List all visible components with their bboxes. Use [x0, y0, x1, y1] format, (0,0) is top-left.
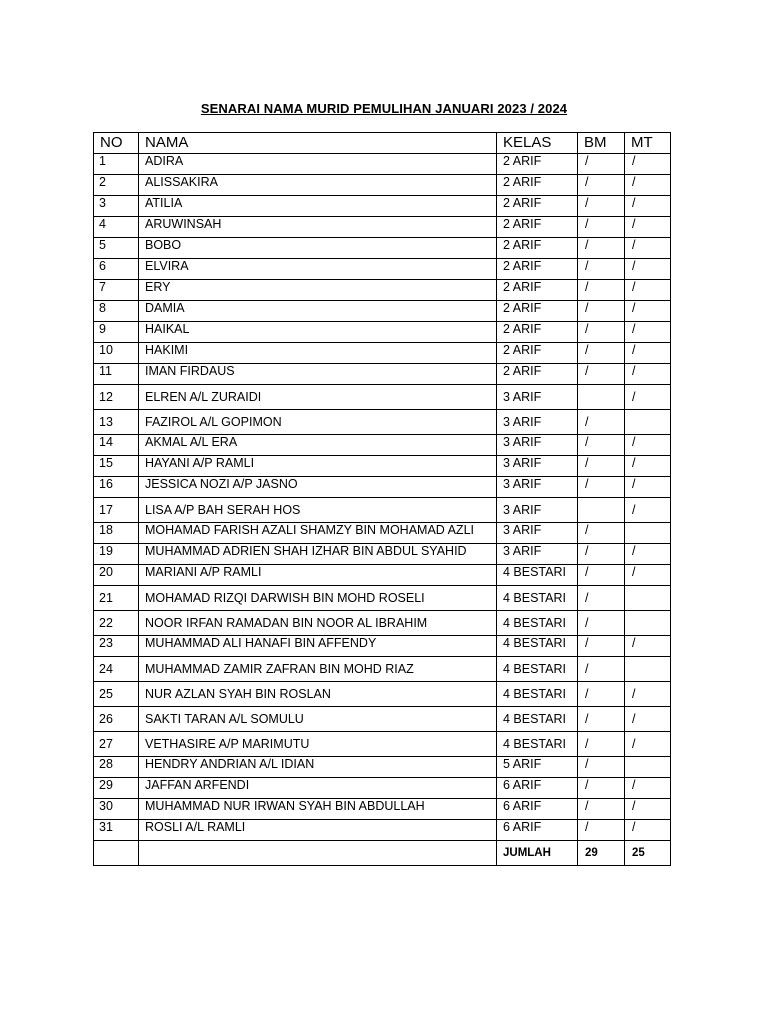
- cell-bm: /: [578, 682, 625, 707]
- table-row: [94, 301, 671, 322]
- cell-no: 20: [94, 565, 139, 586]
- cell-mt: /: [625, 778, 671, 799]
- cell-mt: [625, 657, 671, 682]
- cell-nama: MUHAMMAD ALI HANAFI BIN AFFENDY: [139, 636, 497, 657]
- cell-no: 17: [94, 498, 139, 523]
- cell-mt: /: [625, 196, 671, 217]
- cell-nama: JAFFAN ARFENDI: [139, 778, 497, 799]
- cell-bm: /: [578, 364, 625, 385]
- cell-no: 30: [94, 799, 139, 820]
- cell-kelas: 6 ARIF: [497, 778, 578, 799]
- cell-nama: NUR AZLAN SYAH BIN ROSLAN: [139, 682, 497, 707]
- cell-mt: [625, 586, 671, 611]
- cell-bm: /: [578, 636, 625, 657]
- cell-mt: /: [625, 435, 671, 456]
- table-row: [94, 477, 671, 498]
- cell-mt: /: [625, 799, 671, 820]
- cell-mt: /: [625, 565, 671, 586]
- cell-no: 13: [94, 410, 139, 435]
- cell-no: 4: [94, 217, 139, 238]
- total-row: [94, 841, 671, 866]
- table-row: [94, 820, 671, 841]
- cell-no: 18: [94, 523, 139, 544]
- table-row: [94, 498, 671, 523]
- cell-kelas: 2 ARIF: [497, 238, 578, 259]
- cell-kelas: 6 ARIF: [497, 799, 578, 820]
- cell-no: 21: [94, 586, 139, 611]
- cell-bm: /: [578, 732, 625, 757]
- table-row: [94, 636, 671, 657]
- cell-nama: ADIRA: [139, 154, 497, 175]
- cell-mt: /: [625, 385, 671, 410]
- cell-nama: FAZIROL A/L GOPIMON: [139, 410, 497, 435]
- cell-bm: /: [578, 280, 625, 301]
- cell-bm: /: [578, 586, 625, 611]
- cell-nama: IMAN FIRDAUS: [139, 364, 497, 385]
- cell-no: 15: [94, 456, 139, 477]
- cell-kelas: 3 ARIF: [497, 385, 578, 410]
- cell-bm: /: [578, 820, 625, 841]
- cell-no: 1: [94, 154, 139, 175]
- cell-bm: /: [578, 523, 625, 544]
- cell-mt: /: [625, 154, 671, 175]
- cell-kelas: 3 ARIF: [497, 523, 578, 544]
- cell-no: 14: [94, 435, 139, 456]
- total-bm: 29: [578, 841, 625, 866]
- cell-no: 9: [94, 322, 139, 343]
- cell-nama: ARUWINSAH: [139, 217, 497, 238]
- cell-kelas: 3 ARIF: [497, 435, 578, 456]
- cell-mt: /: [625, 498, 671, 523]
- cell-kelas: 3 ARIF: [497, 498, 578, 523]
- cell-mt: [625, 757, 671, 778]
- cell-mt: /: [625, 682, 671, 707]
- cell-nama: MOHAMAD RIZQI DARWISH BIN MOHD ROSELI: [139, 586, 497, 611]
- cell-kelas: 2 ARIF: [497, 343, 578, 364]
- cell-kelas: 2 ARIF: [497, 175, 578, 196]
- table-row: [94, 586, 671, 611]
- cell-bm: /: [578, 435, 625, 456]
- cell-no: 16: [94, 477, 139, 498]
- table-row: [94, 707, 671, 732]
- table-row: [94, 154, 671, 175]
- cell-mt: /: [625, 636, 671, 657]
- cell-bm: [578, 498, 625, 523]
- cell-mt: [625, 611, 671, 636]
- cell-nama: VETHASIRE A/P MARIMUTU: [139, 732, 497, 757]
- student-table: [93, 132, 671, 866]
- cell-nama: ROSLI A/L RAMLI: [139, 820, 497, 841]
- cell-kelas: 4 BESTARI: [497, 682, 578, 707]
- cell-kelas: 2 ARIF: [497, 259, 578, 280]
- cell-no: 5: [94, 238, 139, 259]
- cell-no: 3: [94, 196, 139, 217]
- table-row: [94, 364, 671, 385]
- table-body: [94, 154, 671, 841]
- cell-no: 6: [94, 259, 139, 280]
- cell-mt: /: [625, 364, 671, 385]
- table-row: [94, 410, 671, 435]
- cell-nama: DAMIA: [139, 301, 497, 322]
- table-row: [94, 778, 671, 799]
- cell-kelas: 4 BESTARI: [497, 611, 578, 636]
- table-row: [94, 259, 671, 280]
- cell-nama: ERY: [139, 280, 497, 301]
- table-row: [94, 280, 671, 301]
- cell-mt: /: [625, 456, 671, 477]
- cell-nama: JESSICA NOZI A/P JASNO: [139, 477, 497, 498]
- cell-kelas: 3 ARIF: [497, 544, 578, 565]
- cell-mt: /: [625, 322, 671, 343]
- cell-kelas: 4 BESTARI: [497, 586, 578, 611]
- cell-nama: HAYANI A/P RAMLI: [139, 456, 497, 477]
- cell-bm: /: [578, 757, 625, 778]
- cell-mt: [625, 523, 671, 544]
- table-row: [94, 175, 671, 196]
- cell-no: 25: [94, 682, 139, 707]
- cell-kelas: 2 ARIF: [497, 364, 578, 385]
- table-row: [94, 456, 671, 477]
- cell-nama: ATILIA: [139, 196, 497, 217]
- cell-bm: /: [578, 657, 625, 682]
- cell-nama: NOOR IRFAN RAMADAN BIN NOOR AL IBRAHIM: [139, 611, 497, 636]
- total-no-cell: [94, 841, 139, 866]
- cell-no: 12: [94, 385, 139, 410]
- total-name-cell: [139, 841, 497, 866]
- cell-bm: /: [578, 301, 625, 322]
- cell-nama: SAKTI TARAN A/L SOMULU: [139, 707, 497, 732]
- cell-bm: /: [578, 410, 625, 435]
- cell-mt: /: [625, 175, 671, 196]
- cell-no: 26: [94, 707, 139, 732]
- cell-mt: /: [625, 707, 671, 732]
- cell-nama: LISA A/P BAH SERAH HOS: [139, 498, 497, 523]
- cell-nama: AKMAL A/L ERA: [139, 435, 497, 456]
- cell-nama: MUHAMMAD NUR IRWAN SYAH BIN ABDULLAH: [139, 799, 497, 820]
- cell-bm: /: [578, 477, 625, 498]
- table-row: [94, 385, 671, 410]
- table-row: [94, 196, 671, 217]
- cell-bm: /: [578, 238, 625, 259]
- cell-mt: /: [625, 217, 671, 238]
- cell-bm: /: [578, 778, 625, 799]
- cell-kelas: 2 ARIF: [497, 301, 578, 322]
- cell-nama: ELVIRA: [139, 259, 497, 280]
- cell-mt: /: [625, 280, 671, 301]
- cell-mt: /: [625, 259, 671, 280]
- cell-no: 8: [94, 301, 139, 322]
- table-row: [94, 757, 671, 778]
- cell-nama: MARIANI A/P RAMLI: [139, 565, 497, 586]
- table-row: [94, 611, 671, 636]
- table-row: [94, 523, 671, 544]
- cell-bm: [578, 385, 625, 410]
- cell-no: 11: [94, 364, 139, 385]
- cell-mt: /: [625, 301, 671, 322]
- header-mt: MT: [625, 133, 671, 154]
- cell-bm: /: [578, 175, 625, 196]
- header-bm: BM: [578, 133, 625, 154]
- header-no: NO: [94, 133, 139, 154]
- table-row: [94, 565, 671, 586]
- cell-nama: MUHAMMAD ZAMIR ZAFRAN BIN MOHD RIAZ: [139, 657, 497, 682]
- cell-no: 27: [94, 732, 139, 757]
- cell-kelas: 2 ARIF: [497, 196, 578, 217]
- total-label: JUMLAH: [497, 841, 578, 866]
- cell-nama: HAKIMI: [139, 343, 497, 364]
- cell-no: 23: [94, 636, 139, 657]
- table-row: [94, 343, 671, 364]
- cell-kelas: 4 BESTARI: [497, 707, 578, 732]
- cell-bm: /: [578, 196, 625, 217]
- cell-kelas: 2 ARIF: [497, 280, 578, 301]
- cell-kelas: 4 BESTARI: [497, 636, 578, 657]
- cell-nama: HAIKAL: [139, 322, 497, 343]
- cell-kelas: 6 ARIF: [497, 820, 578, 841]
- cell-nama: MOHAMAD FARISH AZALI SHAMZY BIN MOHAMAD AZLI: [139, 523, 497, 544]
- cell-nama: ALISSAKIRA: [139, 175, 497, 196]
- cell-no: 31: [94, 820, 139, 841]
- document-title: SENARAI NAMA MURID PEMULIHAN JANUARI 2023 / 2024: [200, 101, 568, 116]
- cell-nama: HENDRY ANDRIAN A/L IDIAN: [139, 757, 497, 778]
- cell-bm: /: [578, 799, 625, 820]
- table-row: [94, 682, 671, 707]
- cell-mt: /: [625, 732, 671, 757]
- cell-no: 24: [94, 657, 139, 682]
- table-row: [94, 217, 671, 238]
- header-nama: NAMA: [139, 133, 497, 154]
- table-row: [94, 435, 671, 456]
- table-header-row: [94, 133, 671, 154]
- cell-mt: [625, 410, 671, 435]
- cell-kelas: 4 BESTARI: [497, 732, 578, 757]
- cell-no: 2: [94, 175, 139, 196]
- table-row: [94, 732, 671, 757]
- cell-bm: /: [578, 259, 625, 280]
- table-row: [94, 238, 671, 259]
- cell-bm: /: [578, 544, 625, 565]
- total-mt: 25: [625, 841, 671, 866]
- table-row: [94, 322, 671, 343]
- cell-nama: BOBO: [139, 238, 497, 259]
- cell-bm: /: [578, 322, 625, 343]
- cell-nama: MUHAMMAD ADRIEN SHAH IZHAR BIN ABDUL SYAHID: [139, 544, 497, 565]
- cell-bm: /: [578, 611, 625, 636]
- cell-no: 7: [94, 280, 139, 301]
- table-row: [94, 799, 671, 820]
- cell-bm: /: [578, 707, 625, 732]
- cell-mt: /: [625, 820, 671, 841]
- cell-kelas: 4 BESTARI: [497, 565, 578, 586]
- cell-bm: /: [578, 343, 625, 364]
- cell-mt: /: [625, 477, 671, 498]
- cell-kelas: 2 ARIF: [497, 217, 578, 238]
- cell-bm: /: [578, 217, 625, 238]
- cell-kelas: 2 ARIF: [497, 322, 578, 343]
- cell-kelas: 4 BESTARI: [497, 657, 578, 682]
- cell-kelas: 3 ARIF: [497, 456, 578, 477]
- cell-mt: /: [625, 544, 671, 565]
- table-row: [94, 657, 671, 682]
- cell-bm: /: [578, 154, 625, 175]
- cell-mt: /: [625, 343, 671, 364]
- cell-no: 22: [94, 611, 139, 636]
- table-row: [94, 544, 671, 565]
- cell-nama: ELREN A/L ZURAIDI: [139, 385, 497, 410]
- cell-mt: /: [625, 238, 671, 259]
- cell-no: 28: [94, 757, 139, 778]
- cell-kelas: 3 ARIF: [497, 410, 578, 435]
- cell-kelas: 3 ARIF: [497, 477, 578, 498]
- cell-kelas: 2 ARIF: [497, 154, 578, 175]
- cell-bm: /: [578, 565, 625, 586]
- cell-no: 19: [94, 544, 139, 565]
- header-kelas: KELAS: [497, 133, 578, 154]
- cell-no: 10: [94, 343, 139, 364]
- cell-bm: /: [578, 456, 625, 477]
- cell-kelas: 5 ARIF: [497, 757, 578, 778]
- cell-no: 29: [94, 778, 139, 799]
